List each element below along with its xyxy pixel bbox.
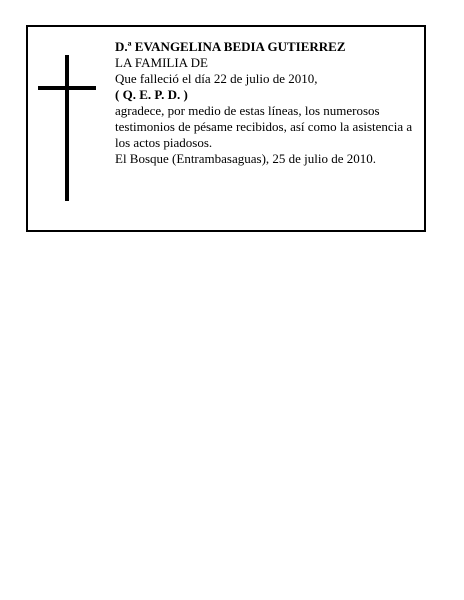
family-line: LA FAMILIA DE: [115, 55, 208, 70]
cross-horizontal-bar: [38, 86, 96, 90]
notice-text: [115, 39, 421, 167]
obituary-notice: [26, 25, 426, 232]
rip-line: ( Q. E. P. D. ): [115, 87, 188, 102]
cross-icon: [38, 55, 98, 201]
death-date-line: Que falleció el día 22 de julio de 2010,: [115, 71, 318, 86]
deceased-name: D.ª EVANGELINA BEDIA GUTIERREZ: [115, 39, 346, 54]
cross-vertical-bar: [65, 55, 69, 201]
place-date-line: El Bosque (Entrambasaguas), 25 de julio de 2010.: [115, 151, 377, 166]
thanks-paragraph: agradece, por medio de estas líneas, los numerosos testimonios de pésame recibidos, así como la asistencia a los actos piadosos.: [115, 103, 413, 150]
